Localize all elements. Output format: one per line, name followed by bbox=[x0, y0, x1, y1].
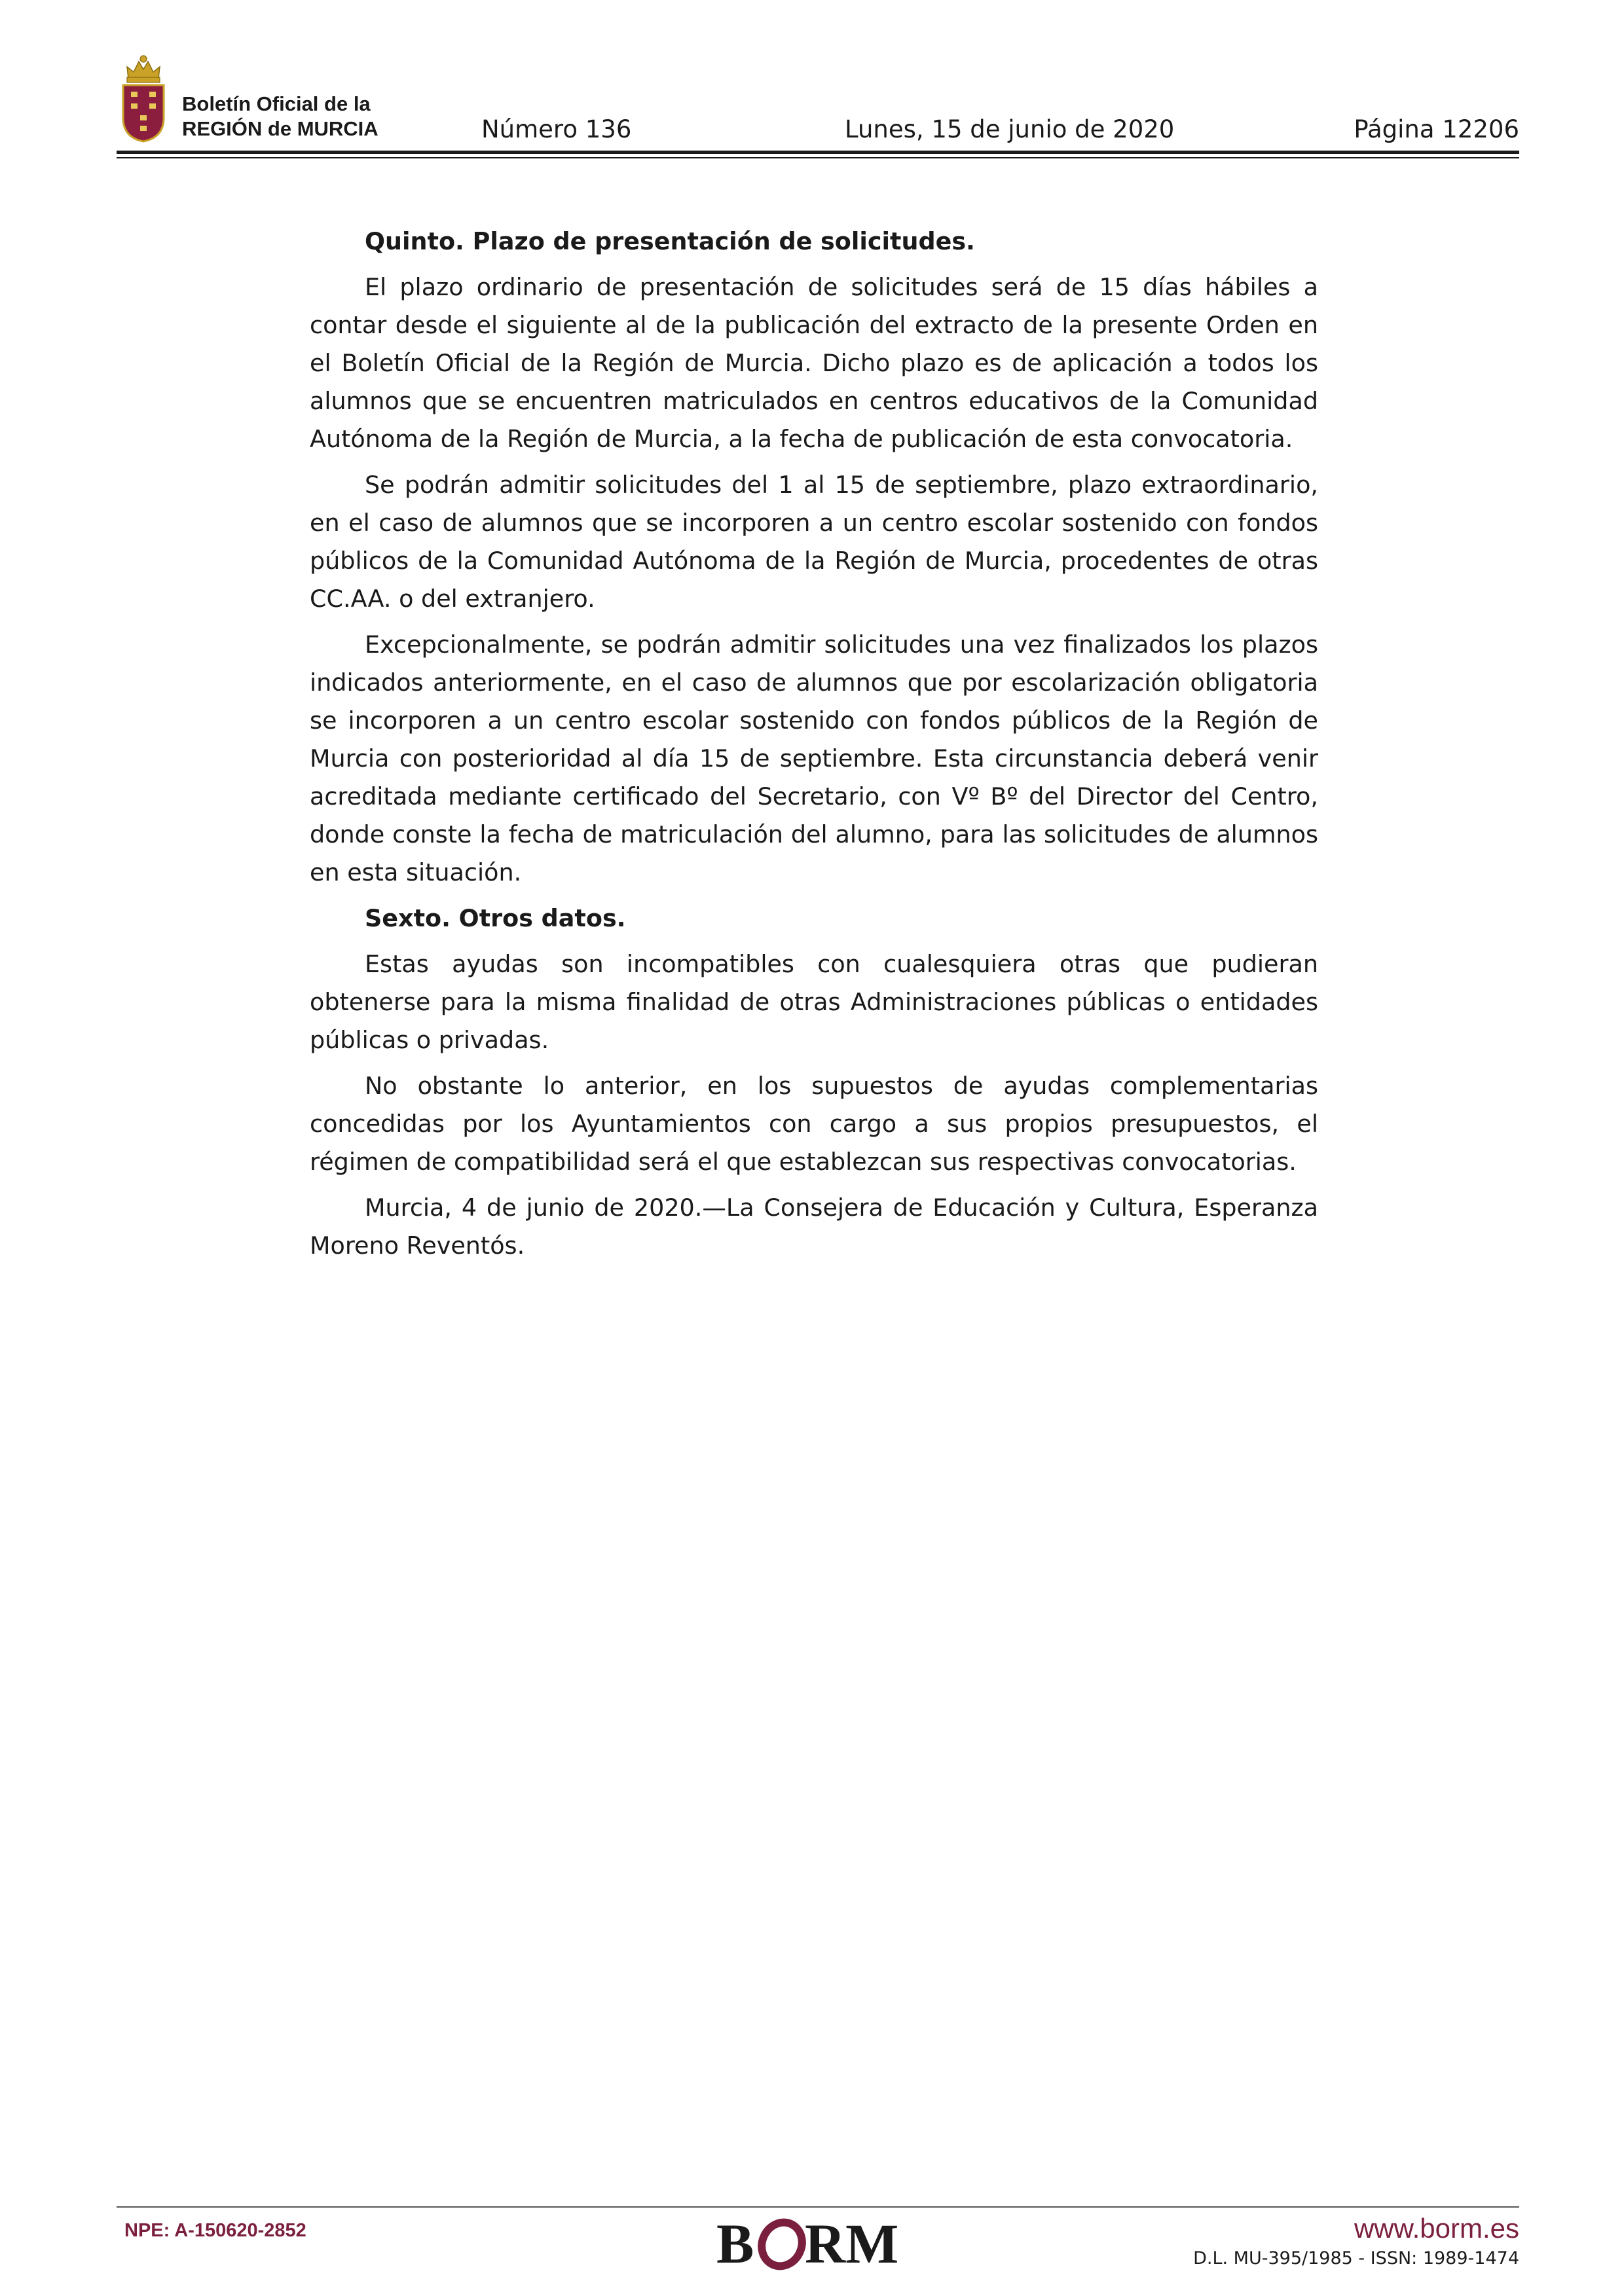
header-divider-thin bbox=[117, 157, 1519, 158]
coat-of-arms-icon bbox=[120, 52, 166, 143]
website-link[interactable]: www.borm.es bbox=[1354, 2213, 1519, 2244]
publication-name-line2: REGIÓN de MURCIA bbox=[182, 117, 378, 140]
issue-date: Lunes, 15 de junio de 2020 bbox=[845, 115, 1175, 143]
paragraph: No obstante lo anterior, en los supuestos de ayudas complementarias concedidas por los Ayuntamientos con cargo a sus propios presupuestos, el régimen de compatibilidad será el que establezcan sus respectivas convocatorias. bbox=[310, 1072, 1318, 1176]
footer-divider bbox=[117, 2206, 1519, 2208]
npe-code: NPE: A-150620-2852 bbox=[124, 2220, 306, 2241]
paragraph: Excepcionalmente, se podrán admitir solicitudes una vez finalizados los plazos indicados anteriormente, en el caso de alumnos que por escolarización obligatoria se incorporen a un centro escolar sostenido con fondos públicos de la Región de Murcia con posterioridad al día 15 de septiembre. Esta circunstancia deberá venir acreditada mediante certificado del Secretario, con Vº Bº del Director del Centro, donde conste la fecha de matriculación del alumno, para las solicitudes de alumnos en esta situación. bbox=[310, 630, 1318, 886]
section-heading-sexto: Sexto. Otros datos. bbox=[365, 904, 626, 932]
issue-number: Número 136 bbox=[481, 115, 632, 143]
page-header bbox=[117, 52, 1519, 164]
publication-name bbox=[182, 92, 378, 141]
section-heading-quinto: Quinto. Plazo de presentación de solicitudes. bbox=[365, 227, 975, 255]
paragraph: El plazo ordinario de presentación de solicitudes será de 15 días hábiles a contar desde el siguiente al de la publicación del extracto de la presente Orden en el Boletín Oficial de la Región de Murcia. Dicho plazo es de aplicación a todos los alumnos que se encuentren matriculados en centros educativos de la Comunidad Autónoma de la Región de Murcia, a la fecha de publicación de esta convocatoria. bbox=[310, 273, 1318, 453]
svg-text:B: B bbox=[716, 2212, 754, 2274]
publication-name-line1: Boletín Oficial de la bbox=[182, 92, 371, 115]
page-footer bbox=[117, 2206, 1519, 2278]
signature-paragraph: Murcia, 4 de junio de 2020.—La Consejera de Educación y Cultura, Esperanza Moreno Reventós. bbox=[310, 1194, 1318, 1260]
document-body bbox=[310, 223, 1318, 1273]
page-number: Página 12206 bbox=[1354, 115, 1519, 143]
legal-deposit: D.L. MU-395/1985 - ISSN: 1989-1474 bbox=[1193, 2248, 1519, 2269]
svg-text:RM: RM bbox=[805, 2212, 899, 2274]
paragraph: Estas ayudas son incompatibles con cualesquiera otras que pudieran obtenerse para la misma finalidad de otras Administraciones públicas o entidades públicas o privadas. bbox=[310, 950, 1318, 1054]
header-divider-thick bbox=[117, 151, 1519, 154]
borm-logo-icon bbox=[716, 2212, 919, 2274]
paragraph: Se podrán admitir solicitudes del 1 al 15 de septiembre, plazo extraordinario, en el caso de alumnos que se incorporen a un centro escolar sostenido con fondos públicos de la Comunidad Autónoma de la Región de Murcia, procedentes de otras CC.AA. o del extranjero. bbox=[310, 471, 1318, 613]
